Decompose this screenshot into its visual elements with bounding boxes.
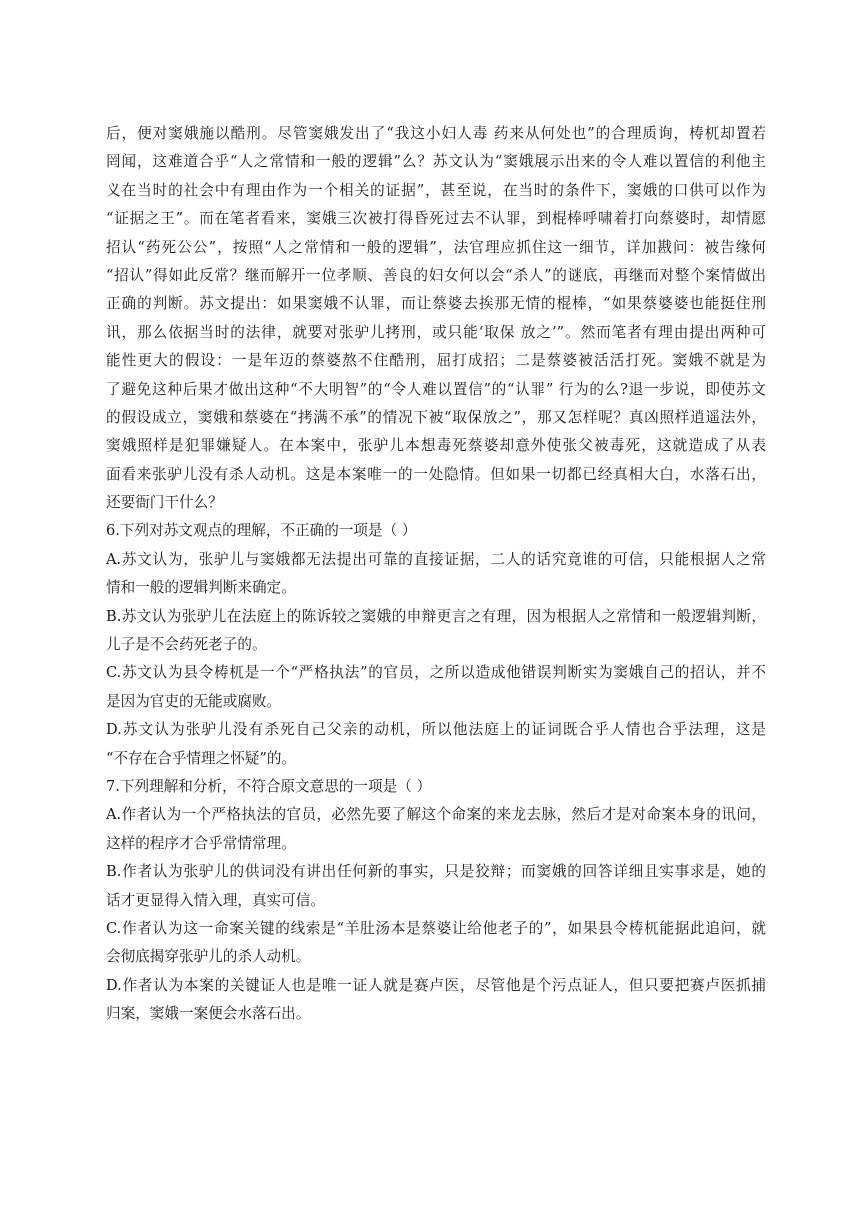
- question-7-option-c: [106, 915, 766, 972]
- passage-line: 窦娥照样是犯罪嫌疑人。在本案中，张驴儿本想毒死蔡婆却意外使张父被毒死，这就造成了从表: [106, 437, 766, 455]
- option-line: 归案，窦娥一案便会水落石出。: [106, 1005, 311, 1023]
- passage-line: 了避免这种后果才做出这种“不大明智”的“令人难以置信”的“认罪” 行为的么?退一步说，即使苏文: [106, 380, 766, 398]
- option-line: 是因为官吏的无能或腐败。: [106, 692, 282, 710]
- passage-line: 还要衙门干什么？: [106, 494, 223, 512]
- passage: [106, 120, 766, 517]
- passage-line: 义在当时的社会中有理由作为一个相关的证据”，甚至说，在当时的条件下，窦娥的口供可以作为: [106, 181, 766, 199]
- option-line: 情和一般的逻辑判断来确定。: [106, 579, 296, 597]
- option-line: D.作者认为本案的关键证人也是唯一证人就是赛卢医，尽管他是个污点证人，但只要把赛卢医抓捕: [106, 976, 766, 994]
- question-6: [106, 517, 766, 773]
- question-6-option-a: [106, 546, 766, 603]
- question-6-option-d: [106, 716, 766, 773]
- option-line: “不存在合乎情理之怀疑”的。: [106, 749, 297, 767]
- question-6-option-c: [106, 659, 766, 716]
- passage-line: 面看来张驴儿没有杀人动机。这是本案唯一的一处隐情。但如果一切都已经真相大白，水落石出，: [106, 465, 766, 483]
- question-7-stem: 7.下列理解和分析，不符合原文意思的一项是（ ）: [106, 777, 432, 795]
- passage-line: 正确的判断。苏文提出：如果窦娥不认罪，而让蔡婆去挨那无情的棍棒，“如果蔡婆婆也能挺住刑: [106, 295, 766, 313]
- option-line: D.苏文认为张驴儿没有杀死自己父亲的动机，所以他法庭上的证词既合乎人情也合乎法理，这是: [106, 721, 766, 739]
- passage-line: 罔闻，这难道合乎“人之常情和一般的逻辑”么？苏文认为“窦娥展示出来的令人难以置信的利他主: [106, 153, 766, 171]
- question-7-option-d: [106, 972, 766, 1029]
- question-6-option-b: [106, 603, 766, 660]
- passage-line: 的假设成立，窦娥和蔡婆在“拷满不承”的情况下被“取保放之”，那又怎样呢？真凶照样逍遥法外，: [106, 408, 766, 426]
- option-line: A.苏文认为，张驴儿与窦娥都无法提出可靠的直接证据，二人的话究竟谁的可信，只能根据人之常: [106, 550, 766, 568]
- question-7-option-b: [106, 858, 766, 915]
- question-7-option-a: [106, 801, 766, 858]
- option-line: 话才更显得入情入理，真实可信。: [106, 891, 325, 909]
- passage-line: “招认”得如此反常？继而解开一位孝顺、善良的妇女何以会“杀人”的谜底，再继而对整个案情做出: [106, 266, 766, 284]
- option-line: 这样的程序才合乎常情常理。: [106, 834, 296, 852]
- option-line: C.作者认为这一命案关键的线索是“羊肚汤本是蔡婆让给他老子的”，如果县令梼杌能据此追问，就: [106, 919, 766, 937]
- question-6-stem: 6.下列对苏文观点的理解，不正确的一项是（ ）: [106, 522, 417, 540]
- option-line: A.作者认为一个严格执法的官员，必然先要了解这个命案的来龙去脉，然后才是对命案本身的讯问，: [106, 806, 766, 824]
- option-line: B.苏文认为张驴儿在法庭上的陈诉较之窦娥的申辩更言之有理，因为根据人之常情和一般逻辑判断，: [106, 607, 766, 625]
- passage-line: “证据之王”。而在笔者看来，窦娥三次被打得昏死过去不认罪，到棍棒呼啸着打向蔡婆时，却情愿: [106, 210, 766, 228]
- option-line: 儿子是不会药死老子的。: [106, 636, 267, 654]
- passage-line: 能性更大的假设：一是年迈的蔡婆熬不住酷刑，屈打成招；二是蔡婆被活活打死。窦娥不就是为: [106, 352, 766, 370]
- document-page: [106, 120, 766, 1029]
- option-line: 会彻底揭穿张驴儿的杀人动机。: [106, 948, 311, 966]
- option-line: C.苏文认为县令梼杌是一个“严格执法”的官员，之所以造成他错误判断实为窦娥自己的招认，并不: [106, 664, 766, 682]
- passage-line: 招认“药死公公”，按照“人之常情和一般的逻辑”，法官理应抓住这一细节，详加戡问：被告缘何: [106, 238, 766, 256]
- passage-line: 讯，那么依据当时的法律，就要对张驴儿拷刑，或只能‘取保 放之’”。然而笔者有理由提出两种可: [106, 323, 766, 341]
- passage-line: 后，便对窦娥施以酷刑。尽管窦娥发出了“我这小妇人毒 药来从何处也”的合理质询，梼杌却置若: [106, 125, 766, 142]
- question-7: [106, 773, 766, 1029]
- option-line: B.作者认为张驴儿的供词没有讲出任何新的事实，只是狡辩；而窦娥的回答详细且实事求是，她的: [106, 863, 766, 881]
